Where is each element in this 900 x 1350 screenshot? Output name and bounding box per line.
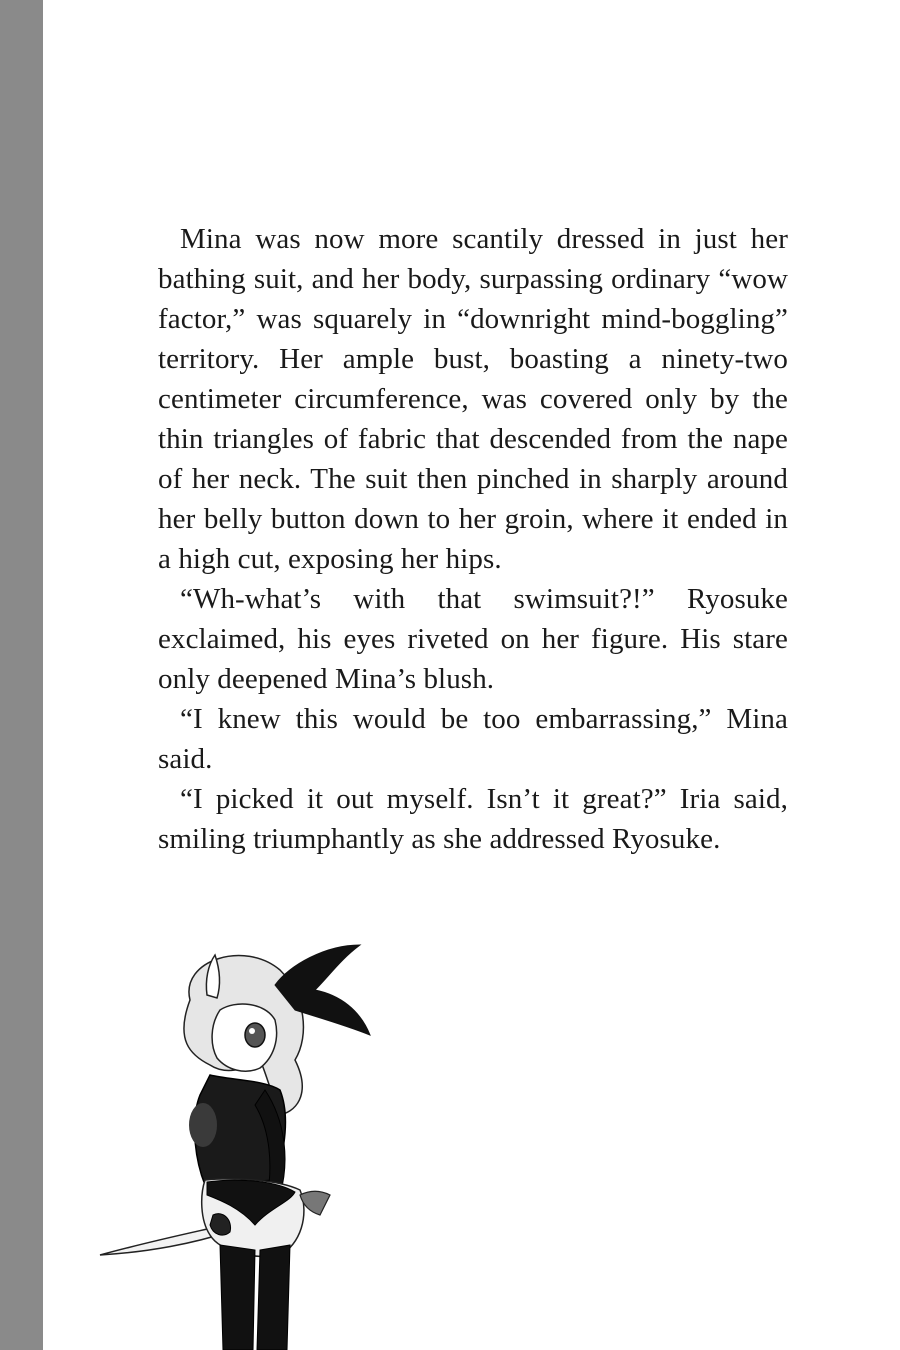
paragraph-2: “Wh-what’s with that swimsuit?!” Ryosuke exclaimed, his eyes riveted on her figure. His stare only deepened Mina’s blush. xyxy=(158,583,788,695)
leg-left xyxy=(220,1245,255,1350)
paragraph-1: Mina was now more scantily dressed in just her bathing suit, and her body, surpassing ordinary “wow factor,” was squarely in “downright mind-boggling” territory. Her ample bust, boasting a ninety-two centimeter circumference, was covered only by the thin triangles of fabric that descended from the nape of her neck. The suit then pinched in sharply around her belly button down to her groin, where it ended in a high cut, exposing her hips. xyxy=(158,223,788,575)
page-spine-edge xyxy=(0,0,43,1350)
eye xyxy=(245,1023,265,1047)
horn xyxy=(206,955,219,998)
body-text xyxy=(158,219,788,859)
character-illustration xyxy=(95,940,385,1350)
paragraph-3: “I knew this would be too embarrassing,” Mina said. xyxy=(158,703,788,775)
chest-highlight xyxy=(189,1103,217,1147)
leg-right xyxy=(257,1245,290,1350)
paragraph-4: “I picked it out myself. Isn’t it great?” Iria said, smiling triumphantly as she addressed Ryosuke. xyxy=(158,783,788,855)
face xyxy=(212,1004,277,1071)
